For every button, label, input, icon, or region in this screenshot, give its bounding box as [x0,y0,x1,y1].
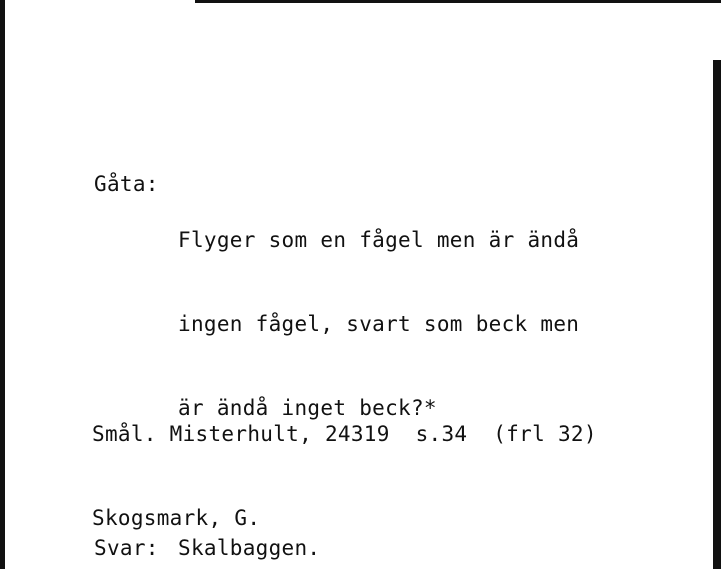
scan-edge-right [713,60,721,569]
question-line-2: ingen fågel, svart som beck men [178,312,580,336]
source-informant: Skogsmark, G. [92,506,261,530]
question-line-3: är ändå inget beck?* [178,396,437,420]
scan-edge-left [0,0,5,569]
answer-text: Skalbaggen. [178,536,321,560]
question-line-1: Flyger som en fågel men är ändå [178,228,580,252]
question-label: Gåta: [94,172,159,196]
answer-label: Svar: [94,536,159,560]
source-block [92,364,597,569]
source-location: Smål. Misterhult, 24319 s.34 (frl 32) [92,422,597,446]
scan-edge-top [195,0,721,3]
